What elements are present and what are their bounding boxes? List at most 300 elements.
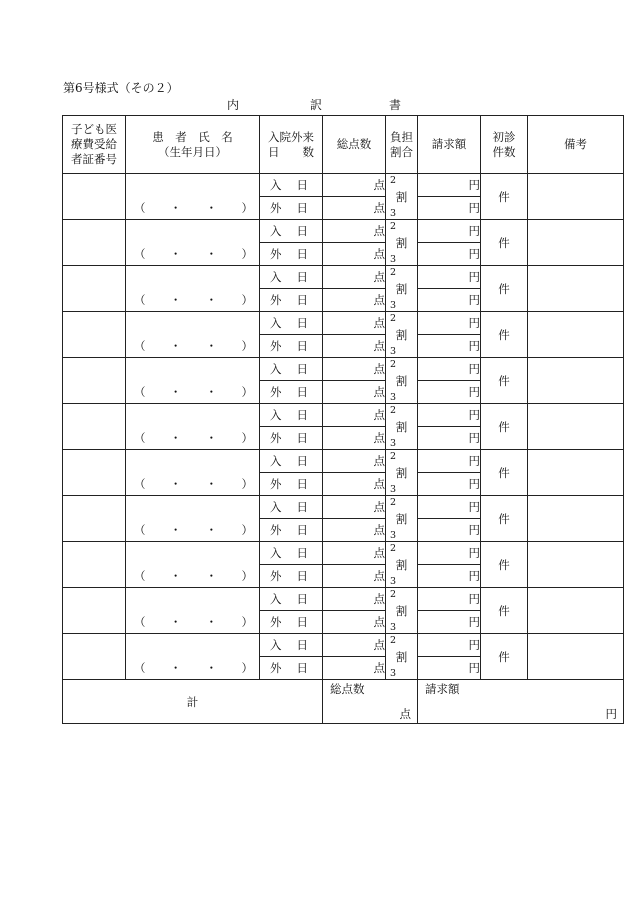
outpatient-days-cell[interactable] — [260, 427, 323, 450]
header-burden-ratio-line2: 割合 — [390, 144, 413, 159]
remarks-cell[interactable] — [528, 450, 624, 496]
days-unit: 日 — [296, 661, 308, 675]
ratio-option-2: 2 — [390, 175, 397, 186]
ratio-option-2: 2 — [390, 405, 397, 416]
outpatient-claim-cell[interactable] — [418, 381, 481, 404]
burden-ratio-cell[interactable] — [386, 542, 418, 588]
yen-unit: 円 — [468, 362, 480, 376]
outpatient-points-cell[interactable] — [323, 381, 386, 404]
outpatient-claim-cell[interactable] — [418, 657, 481, 680]
points-unit: 点 — [373, 477, 385, 491]
date-separator: ・ — [205, 477, 218, 491]
patient-row — [63, 174, 624, 197]
burden-ratio-cell[interactable] — [386, 496, 418, 542]
birth-date-placeholder — [134, 384, 253, 400]
paren-close: ） — [241, 201, 253, 215]
points-unit: 点 — [373, 178, 385, 192]
count-unit: 件 — [498, 511, 510, 526]
outpatient-points-cell[interactable] — [323, 243, 386, 266]
total-label: 計 — [186, 694, 199, 709]
ratio-option-2: 2 — [390, 497, 397, 508]
inpatient-claim-cell[interactable] — [418, 266, 481, 289]
patient-row — [63, 404, 624, 427]
title-char-1: 内 — [227, 98, 240, 112]
burden-ratio-cell[interactable] — [386, 404, 418, 450]
patient-name-cell[interactable] — [126, 450, 260, 496]
date-separator: ・ — [205, 615, 218, 629]
recipient-no-cell[interactable] — [63, 174, 126, 220]
outpatient-claim-cell[interactable] — [418, 519, 481, 542]
ratio-unit: 割 — [395, 511, 408, 526]
outpatient-points-cell[interactable] — [323, 519, 386, 542]
inpatient-claim-cell[interactable] — [418, 404, 481, 427]
inpatient-claim-cell[interactable] — [418, 588, 481, 611]
outpatient-points-cell[interactable] — [323, 427, 386, 450]
yen-unit: 円 — [468, 316, 480, 330]
date-separator: ・ — [169, 385, 182, 399]
inpatient-claim-cell[interactable] — [418, 174, 481, 197]
patient-name-cell[interactable] — [126, 266, 260, 312]
inpatient-label: 入 — [270, 178, 282, 192]
inpatient-claim-cell[interactable] — [418, 220, 481, 243]
patient-name-cell[interactable] — [126, 588, 260, 634]
patient-name-cell[interactable] — [126, 496, 260, 542]
outpatient-label: 外 — [270, 247, 282, 261]
patient-name-cell[interactable] — [126, 542, 260, 588]
breakdown-table — [62, 115, 624, 724]
patient-name-cell[interactable] — [126, 358, 260, 404]
burden-ratio-cell[interactable] — [386, 634, 418, 680]
outpatient-points-cell[interactable] — [323, 473, 386, 496]
header-row — [63, 116, 624, 174]
outpatient-label: 外 — [270, 201, 282, 215]
header-inout-days-line1: 入院外来 — [268, 129, 314, 144]
first-visit-count-cell[interactable] — [481, 542, 528, 588]
yen-unit: 円 — [468, 339, 480, 353]
header-first-visit — [481, 116, 528, 174]
days-unit: 日 — [296, 247, 308, 261]
birth-date-placeholder — [134, 200, 253, 216]
inpatient-label: 入 — [270, 500, 282, 514]
ratio-option-2: 2 — [390, 313, 397, 324]
birth-date-placeholder — [134, 476, 253, 492]
paren-open: （ — [134, 431, 146, 445]
yen-unit: 円 — [468, 661, 480, 675]
remarks-cell[interactable] — [528, 496, 624, 542]
recipient-no-cell[interactable] — [63, 588, 126, 634]
header-claim-amount — [418, 116, 481, 174]
paren-close: ） — [241, 569, 253, 583]
inpatient-label: 入 — [270, 408, 282, 422]
birth-date-placeholder — [134, 338, 253, 354]
recipient-no-cell[interactable] — [63, 634, 126, 680]
points-unit: 点 — [373, 546, 385, 560]
days-unit: 日 — [296, 454, 308, 468]
points-unit: 点 — [373, 293, 385, 307]
points-unit: 点 — [373, 270, 385, 284]
first-visit-count-cell[interactable] — [481, 496, 528, 542]
birth-date-placeholder — [134, 522, 253, 538]
inpatient-days-cell[interactable] — [260, 496, 323, 519]
inpatient-claim-cell[interactable] — [418, 312, 481, 335]
yen-unit: 円 — [468, 454, 480, 468]
inpatient-days-cell[interactable] — [260, 450, 323, 473]
points-unit: 点 — [373, 408, 385, 422]
inpatient-days-cell[interactable] — [260, 542, 323, 565]
outpatient-days-cell[interactable] — [260, 243, 323, 266]
header-inout-days-line2: 日 数 — [268, 144, 314, 159]
ratio-option-3: 3 — [390, 300, 397, 311]
first-visit-count-cell[interactable] — [481, 404, 528, 450]
outpatient-claim-cell[interactable] — [418, 565, 481, 588]
paren-close: ） — [241, 431, 253, 445]
inpatient-points-cell[interactable] — [323, 266, 386, 289]
first-visit-count-cell[interactable] — [481, 588, 528, 634]
total-row — [63, 680, 624, 724]
recipient-no-cell[interactable] — [63, 450, 126, 496]
inpatient-points-cell[interactable] — [323, 312, 386, 335]
inpatient-days-cell[interactable] — [260, 312, 323, 335]
first-visit-count-cell[interactable] — [481, 450, 528, 496]
paren-close: ） — [241, 523, 253, 537]
points-unit: 点 — [373, 247, 385, 261]
burden-ratio-cell[interactable] — [386, 450, 418, 496]
count-unit: 件 — [498, 603, 510, 618]
count-unit: 件 — [498, 281, 510, 296]
inpatient-days-cell[interactable] — [260, 358, 323, 381]
ratio-unit: 割 — [395, 419, 408, 434]
yen-unit: 円 — [468, 270, 480, 284]
outpatient-claim-cell[interactable] — [418, 197, 481, 220]
first-visit-count-cell[interactable] — [481, 266, 528, 312]
ratio-option-2: 2 — [390, 635, 397, 646]
remarks-cell[interactable] — [528, 634, 624, 680]
points-unit: 点 — [373, 569, 385, 583]
recipient-no-cell[interactable] — [63, 220, 126, 266]
ratio-option-3: 3 — [390, 346, 397, 357]
ratio-option-3: 3 — [390, 576, 397, 587]
date-separator: ・ — [169, 293, 182, 307]
yen-unit: 円 — [468, 500, 480, 514]
outpatient-points-cell[interactable] — [323, 335, 386, 358]
days-unit: 日 — [296, 638, 308, 652]
outpatient-label: 外 — [270, 569, 282, 583]
inpatient-days-cell[interactable] — [260, 588, 323, 611]
remarks-cell[interactable] — [528, 174, 624, 220]
outpatient-points-cell[interactable] — [323, 657, 386, 680]
days-unit: 日 — [296, 362, 308, 376]
outpatient-claim-cell[interactable] — [418, 289, 481, 312]
outpatient-points-cell[interactable] — [323, 289, 386, 312]
date-separator: ・ — [205, 523, 218, 537]
paren-close: ） — [241, 661, 253, 675]
patient-name-cell[interactable] — [126, 174, 260, 220]
header-inout-days — [260, 116, 323, 174]
points-unit: 点 — [373, 454, 385, 468]
remarks-cell[interactable] — [528, 588, 624, 634]
first-visit-count-cell[interactable] — [481, 358, 528, 404]
total-label-cell — [63, 680, 323, 724]
date-separator: ・ — [169, 569, 182, 583]
paren-open: （ — [134, 247, 146, 261]
yen-unit: 円 — [468, 247, 480, 261]
ratio-unit: 割 — [395, 557, 408, 572]
outpatient-claim-cell[interactable] — [418, 243, 481, 266]
header-recipient-no-line3: 者証番号 — [71, 152, 117, 166]
date-separator: ・ — [169, 247, 182, 261]
paren-close: ） — [241, 339, 253, 353]
yen-unit: 円 — [468, 615, 480, 629]
points-unit: 点 — [373, 615, 385, 629]
ratio-unit: 割 — [395, 281, 408, 296]
remarks-cell[interactable] — [528, 266, 624, 312]
points-unit: 点 — [373, 339, 385, 353]
outpatient-claim-cell[interactable] — [418, 427, 481, 450]
inpatient-points-cell[interactable] — [323, 542, 386, 565]
points-unit: 点 — [373, 500, 385, 514]
recipient-no-cell[interactable] — [63, 266, 126, 312]
date-separator: ・ — [169, 477, 182, 491]
date-separator: ・ — [169, 201, 182, 215]
yen-unit: 円 — [468, 293, 480, 307]
days-unit: 日 — [296, 385, 308, 399]
ratio-unit: 割 — [395, 465, 408, 480]
ratio-option-3: 3 — [390, 254, 397, 265]
total-points-cell[interactable] — [323, 680, 418, 724]
paren-open: （ — [134, 569, 146, 583]
paren-open: （ — [134, 477, 146, 491]
header-recipient-no-line1: 子ども医 — [71, 122, 117, 136]
patient-name-cell[interactable] — [126, 404, 260, 450]
inpatient-claim-cell[interactable] — [418, 450, 481, 473]
first-visit-count-cell[interactable] — [481, 174, 528, 220]
inpatient-claim-cell[interactable] — [418, 542, 481, 565]
outpatient-days-cell[interactable] — [260, 519, 323, 542]
burden-ratio-cell[interactable] — [386, 266, 418, 312]
days-unit: 日 — [296, 569, 308, 583]
recipient-no-cell[interactable] — [63, 358, 126, 404]
points-unit: 点 — [373, 431, 385, 445]
days-unit: 日 — [296, 339, 308, 353]
days-unit: 日 — [296, 523, 308, 537]
inpatient-days-cell[interactable] — [260, 634, 323, 657]
inpatient-points-cell[interactable] — [323, 496, 386, 519]
total-points-label: 総点数 — [330, 682, 365, 696]
date-separator: ・ — [169, 431, 182, 445]
patient-name-cell[interactable] — [126, 634, 260, 680]
total-claim-unit: 円 — [605, 707, 617, 721]
ratio-option-2: 2 — [390, 221, 397, 232]
inpatient-label: 入 — [270, 592, 282, 606]
days-unit: 日 — [296, 316, 308, 330]
outpatient-days-cell[interactable] — [260, 611, 323, 634]
patient-name-cell[interactable] — [126, 220, 260, 266]
days-unit: 日 — [296, 500, 308, 514]
inpatient-claim-cell[interactable] — [418, 358, 481, 381]
first-visit-count-cell[interactable] — [481, 634, 528, 680]
outpatient-points-cell[interactable] — [323, 611, 386, 634]
first-visit-count-cell[interactable] — [481, 220, 528, 266]
inpatient-days-cell[interactable] — [260, 404, 323, 427]
yen-unit: 円 — [468, 201, 480, 215]
birth-date-placeholder — [134, 430, 253, 446]
ratio-unit: 割 — [395, 649, 408, 664]
patient-row — [63, 358, 624, 381]
outpatient-points-cell[interactable] — [323, 197, 386, 220]
inpatient-claim-cell[interactable] — [418, 496, 481, 519]
title-char-2: 訳 — [310, 98, 323, 112]
patient-row — [63, 634, 624, 657]
date-separator: ・ — [205, 293, 218, 307]
days-unit: 日 — [296, 178, 308, 192]
ratio-unit: 割 — [395, 327, 408, 342]
days-unit: 日 — [296, 546, 308, 560]
outpatient-label: 外 — [270, 385, 282, 399]
ratio-option-2: 2 — [390, 359, 397, 370]
header-birth-date-text: （生年月日） — [158, 144, 227, 159]
burden-ratio-cell[interactable] — [386, 588, 418, 634]
header-first-visit-line1: 初診 — [492, 129, 516, 144]
yen-unit: 円 — [468, 178, 480, 192]
inpatient-points-cell[interactable] — [323, 634, 386, 657]
paren-close: ） — [241, 385, 253, 399]
outpatient-points-cell[interactable] — [323, 565, 386, 588]
outpatient-label: 外 — [270, 523, 282, 537]
header-patient-name-text: 患 者 氏 名 — [152, 129, 233, 144]
days-unit: 日 — [296, 592, 308, 606]
date-separator: ・ — [169, 661, 182, 675]
inpatient-days-cell[interactable] — [260, 266, 323, 289]
count-unit: 件 — [498, 189, 510, 204]
first-visit-count-cell[interactable] — [481, 312, 528, 358]
paren-close: ） — [241, 293, 253, 307]
total-points-unit: 点 — [399, 707, 411, 721]
outpatient-claim-cell[interactable] — [418, 473, 481, 496]
burden-ratio-cell[interactable] — [386, 174, 418, 220]
yen-unit: 円 — [468, 385, 480, 399]
inpatient-points-cell[interactable] — [323, 450, 386, 473]
outpatient-days-cell[interactable] — [260, 197, 323, 220]
outpatient-days-cell[interactable] — [260, 381, 323, 404]
outpatient-label: 外 — [270, 431, 282, 445]
inpatient-label: 入 — [270, 638, 282, 652]
date-separator: ・ — [205, 431, 218, 445]
inpatient-claim-cell[interactable] — [418, 634, 481, 657]
date-separator: ・ — [169, 615, 182, 629]
outpatient-days-cell[interactable] — [260, 565, 323, 588]
date-separator: ・ — [205, 385, 218, 399]
ratio-unit: 割 — [395, 603, 408, 618]
ratio-option-2: 2 — [390, 543, 397, 554]
inpatient-points-cell[interactable] — [323, 174, 386, 197]
outpatient-days-cell[interactable] — [260, 473, 323, 496]
form-number: 第6号様式（その２） — [63, 81, 179, 95]
outpatient-days-cell[interactable] — [260, 335, 323, 358]
inpatient-label: 入 — [270, 270, 282, 284]
count-unit: 件 — [498, 235, 510, 250]
remarks-cell[interactable] — [528, 358, 624, 404]
burden-ratio-cell[interactable] — [386, 220, 418, 266]
remarks-cell[interactable] — [528, 220, 624, 266]
outpatient-days-cell[interactable] — [260, 657, 323, 680]
yen-unit: 円 — [468, 569, 480, 583]
recipient-no-cell[interactable] — [63, 496, 126, 542]
inpatient-label: 入 — [270, 454, 282, 468]
header-total-points — [323, 116, 386, 174]
recipient-no-cell[interactable] — [63, 312, 126, 358]
inpatient-label: 入 — [270, 224, 282, 238]
days-unit: 日 — [296, 615, 308, 629]
burden-ratio-cell[interactable] — [386, 358, 418, 404]
outpatient-label: 外 — [270, 661, 282, 675]
patient-row — [63, 450, 624, 473]
recipient-no-cell[interactable] — [63, 542, 126, 588]
outpatient-label: 外 — [270, 477, 282, 491]
inpatient-points-cell[interactable] — [323, 220, 386, 243]
inpatient-points-cell[interactable] — [323, 404, 386, 427]
points-unit: 点 — [373, 201, 385, 215]
ratio-unit: 割 — [395, 373, 408, 388]
total-claim-cell[interactable] — [418, 680, 624, 724]
patient-name-cell[interactable] — [126, 312, 260, 358]
count-unit: 件 — [498, 649, 510, 664]
ratio-unit: 割 — [395, 235, 408, 250]
paren-open: （ — [134, 293, 146, 307]
outpatient-days-cell[interactable] — [260, 289, 323, 312]
date-separator: ・ — [169, 339, 182, 353]
outpatient-label: 外 — [270, 615, 282, 629]
inpatient-points-cell[interactable] — [323, 588, 386, 611]
paren-open: （ — [134, 615, 146, 629]
outpatient-claim-cell[interactable] — [418, 611, 481, 634]
inpatient-points-cell[interactable] — [323, 358, 386, 381]
yen-unit: 円 — [468, 546, 480, 560]
date-separator: ・ — [205, 201, 218, 215]
days-unit: 日 — [296, 477, 308, 491]
days-unit: 日 — [296, 293, 308, 307]
document-title — [224, 96, 404, 112]
days-unit: 日 — [296, 270, 308, 284]
total-claim-label: 請求額 — [425, 682, 460, 696]
recipient-no-cell[interactable] — [63, 404, 126, 450]
ratio-option-3: 3 — [390, 530, 397, 541]
header-burden-ratio-line1: 負担 — [390, 129, 413, 144]
days-unit: 日 — [296, 408, 308, 422]
paren-open: （ — [134, 385, 146, 399]
paren-close: ） — [241, 247, 253, 261]
points-unit: 点 — [373, 362, 385, 376]
outpatient-label: 外 — [270, 293, 282, 307]
patient-row — [63, 542, 624, 565]
points-unit: 点 — [373, 638, 385, 652]
inpatient-label: 入 — [270, 546, 282, 560]
header-first-visit-line2: 件数 — [492, 144, 516, 159]
inpatient-days-cell[interactable] — [260, 174, 323, 197]
burden-ratio-cell[interactable] — [386, 312, 418, 358]
birth-date-placeholder — [134, 660, 253, 676]
remarks-cell[interactable] — [528, 542, 624, 588]
inpatient-days-cell[interactable] — [260, 220, 323, 243]
remarks-cell[interactable] — [528, 404, 624, 450]
inpatient-label: 入 — [270, 362, 282, 376]
count-unit: 件 — [498, 557, 510, 572]
days-unit: 日 — [296, 201, 308, 215]
patient-row — [63, 266, 624, 289]
paren-open: （ — [134, 661, 146, 675]
outpatient-claim-cell[interactable] — [418, 335, 481, 358]
patient-row — [63, 496, 624, 519]
remarks-cell[interactable] — [528, 312, 624, 358]
